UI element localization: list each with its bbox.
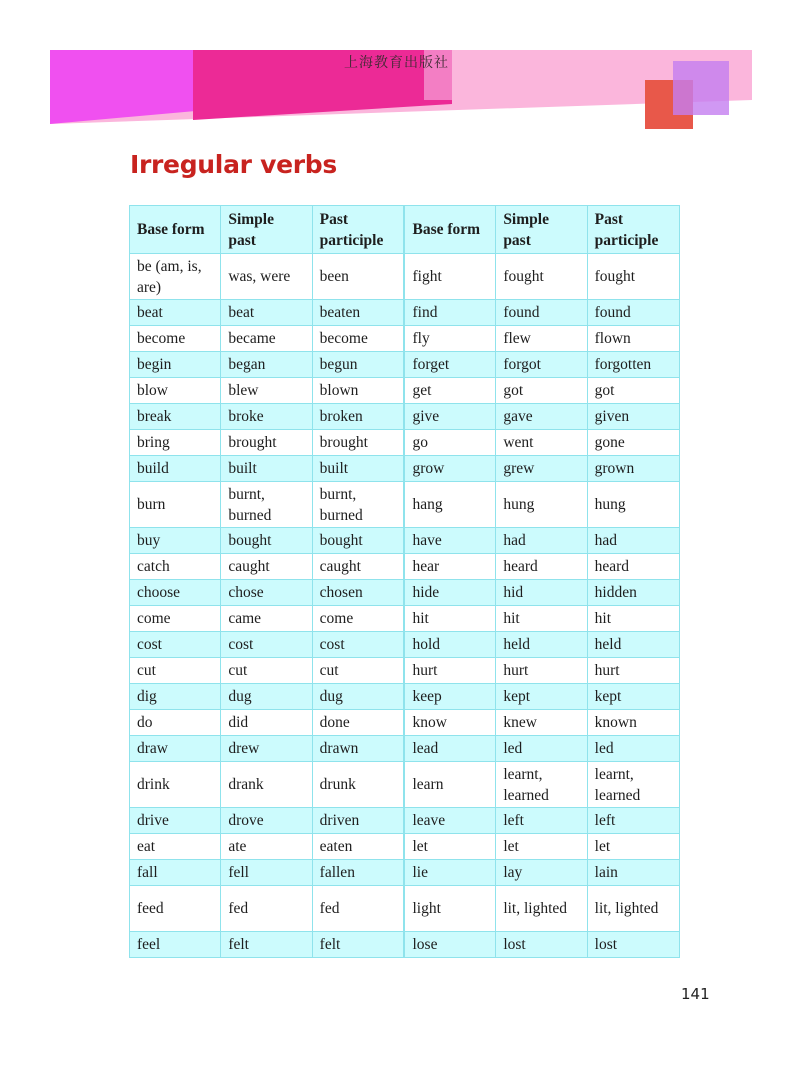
table-cell: led (496, 736, 587, 762)
table-cell: drew (221, 736, 312, 762)
table-cell: eat (130, 834, 221, 860)
table-cell: draw (130, 736, 221, 762)
table-cell: light (404, 886, 495, 932)
table-cell: beaten (312, 300, 404, 326)
table-cell: hidden (587, 580, 679, 606)
table-cell: known (587, 710, 679, 736)
table-cell: beat (130, 300, 221, 326)
publisher-name: 上海教育出版社 (344, 55, 449, 71)
table-cell: forgotten (587, 352, 679, 378)
table-cell: become (312, 326, 404, 352)
table-cell: drawn (312, 736, 404, 762)
table-cell: break (130, 404, 221, 430)
table-cell: blew (221, 378, 312, 404)
table-cell: choose (130, 580, 221, 606)
table-cell: fell (221, 860, 312, 886)
page-number: 141 (681, 985, 710, 1003)
table-cell: find (404, 300, 495, 326)
table-cell: became (221, 326, 312, 352)
table-cell: grow (404, 456, 495, 482)
table-row (130, 808, 680, 834)
table-cell: kept (587, 684, 679, 710)
table-cell: fight (404, 254, 495, 300)
table-row (130, 482, 680, 528)
table-cell: do (130, 710, 221, 736)
table-cell: burn (130, 482, 221, 528)
table-cell: burnt, burned (312, 482, 404, 528)
table-row (130, 554, 680, 580)
table-row (130, 300, 680, 326)
table-row (130, 326, 680, 352)
table-row (130, 684, 680, 710)
table-cell: got (587, 378, 679, 404)
table-cell: drive (130, 808, 221, 834)
banner-graphic (0, 0, 800, 150)
table-cell: left (496, 808, 587, 834)
table-cell: dug (221, 684, 312, 710)
table-cell: let (496, 834, 587, 860)
table-cell: come (312, 606, 404, 632)
table-cell: built (221, 456, 312, 482)
table-cell: gone (587, 430, 679, 456)
table-cell: come (130, 606, 221, 632)
table-cell: kept (496, 684, 587, 710)
table-cell: let (404, 834, 495, 860)
table-cell: dig (130, 684, 221, 710)
table-cell: build (130, 456, 221, 482)
table-cell: drove (221, 808, 312, 834)
table-cell: buy (130, 528, 221, 554)
table-cell: go (404, 430, 495, 456)
table-cell: knew (496, 710, 587, 736)
table-cell: give (404, 404, 495, 430)
table-cell: feel (130, 932, 221, 958)
table-cell: lead (404, 736, 495, 762)
table-cell: hit (404, 606, 495, 632)
table-cell: burnt, burned (221, 482, 312, 528)
table-cell: get (404, 378, 495, 404)
table-cell: chosen (312, 580, 404, 606)
column-header: Past participle (312, 206, 404, 254)
table-cell: had (587, 528, 679, 554)
table-cell: cut (130, 658, 221, 684)
table-cell: beat (221, 300, 312, 326)
table-cell: brought (312, 430, 404, 456)
table-cell: gave (496, 404, 587, 430)
table-cell: learn (404, 762, 495, 808)
table-row (130, 762, 680, 808)
table-cell: heard (496, 554, 587, 580)
table-cell: hit (496, 606, 587, 632)
table-cell: drank (221, 762, 312, 808)
table-cell: felt (312, 932, 404, 958)
table-cell: keep (404, 684, 495, 710)
table-row (130, 456, 680, 482)
table-cell: cut (221, 658, 312, 684)
table-cell: built (312, 456, 404, 482)
table-cell: cut (312, 658, 404, 684)
table-cell: know (404, 710, 495, 736)
table-cell: hurt (496, 658, 587, 684)
table-cell: fought (587, 254, 679, 300)
column-header: Base form (130, 206, 221, 254)
table-row (130, 736, 680, 762)
table-header-row (130, 206, 680, 254)
table-row (130, 352, 680, 378)
table-cell: dug (312, 684, 404, 710)
table-cell: let (587, 834, 679, 860)
table-cell: was, were (221, 254, 312, 300)
table-cell: held (587, 632, 679, 658)
table-row (130, 580, 680, 606)
table-cell: heard (587, 554, 679, 580)
table-cell: lit, lighted (496, 886, 587, 932)
table-cell: blown (312, 378, 404, 404)
table-cell: hung (587, 482, 679, 528)
column-header: Simple past (496, 206, 587, 254)
table-cell: caught (221, 554, 312, 580)
table-cell: blow (130, 378, 221, 404)
table-cell: hurt (587, 658, 679, 684)
table-cell: held (496, 632, 587, 658)
table-cell: brought (221, 430, 312, 456)
table-cell: led (587, 736, 679, 762)
table-cell: bring (130, 430, 221, 456)
table-cell: fly (404, 326, 495, 352)
table-cell: found (496, 300, 587, 326)
table-cell: fallen (312, 860, 404, 886)
table-row (130, 254, 680, 300)
table-row (130, 886, 680, 932)
column-header: Base form (404, 206, 495, 254)
table-cell: lain (587, 860, 679, 886)
table-row (130, 710, 680, 736)
table-cell: flew (496, 326, 587, 352)
table-cell: bought (312, 528, 404, 554)
table-cell: bought (221, 528, 312, 554)
table-cell: did (221, 710, 312, 736)
table-cell: lost (587, 932, 679, 958)
table-cell: grew (496, 456, 587, 482)
table-cell: hide (404, 580, 495, 606)
table-cell: went (496, 430, 587, 456)
table-cell: hear (404, 554, 495, 580)
table-row (130, 860, 680, 886)
header-banner (0, 0, 800, 150)
table-cell: had (496, 528, 587, 554)
table-cell: lost (496, 932, 587, 958)
table-cell: broke (221, 404, 312, 430)
column-header: Simple past (221, 206, 312, 254)
table-row (130, 378, 680, 404)
table-row (130, 632, 680, 658)
table-cell: lose (404, 932, 495, 958)
table-cell: feed (130, 886, 221, 932)
table-cell: cost (312, 632, 404, 658)
table-cell: driven (312, 808, 404, 834)
table-cell: done (312, 710, 404, 736)
table-cell: got (496, 378, 587, 404)
table-cell: begin (130, 352, 221, 378)
table-cell: lie (404, 860, 495, 886)
table-cell: found (587, 300, 679, 326)
table-cell: lay (496, 860, 587, 886)
table-cell: caught (312, 554, 404, 580)
table-cell: hurt (404, 658, 495, 684)
table-cell: fed (312, 886, 404, 932)
table-row (130, 932, 680, 958)
table-cell: forgot (496, 352, 587, 378)
table-cell: forget (404, 352, 495, 378)
table-cell: drunk (312, 762, 404, 808)
page-title: Irregular verbs (130, 150, 337, 179)
table-row (130, 658, 680, 684)
table-cell: eaten (312, 834, 404, 860)
table-cell: hang (404, 482, 495, 528)
table-cell: been (312, 254, 404, 300)
table-cell: be (am, is, are) (130, 254, 221, 300)
table-cell: chose (221, 580, 312, 606)
table-cell: hit (587, 606, 679, 632)
table-row (130, 430, 680, 456)
table-cell: hung (496, 482, 587, 528)
table-cell: learnt, learned (496, 762, 587, 808)
table-cell: hold (404, 632, 495, 658)
column-header: Past participle (587, 206, 679, 254)
table-cell: felt (221, 932, 312, 958)
table-cell: grown (587, 456, 679, 482)
table-cell: given (587, 404, 679, 430)
table-cell: fought (496, 254, 587, 300)
table-cell: catch (130, 554, 221, 580)
table-cell: leave (404, 808, 495, 834)
table-cell: left (587, 808, 679, 834)
table-cell: lit, lighted (587, 886, 679, 932)
table-cell: learnt, learned (587, 762, 679, 808)
table-cell: begun (312, 352, 404, 378)
table-cell: drink (130, 762, 221, 808)
table-row (130, 834, 680, 860)
table-cell: ate (221, 834, 312, 860)
table-cell: flown (587, 326, 679, 352)
table-cell: fall (130, 860, 221, 886)
table-cell: began (221, 352, 312, 378)
table-row (130, 528, 680, 554)
table-cell: cost (130, 632, 221, 658)
table-cell: cost (221, 632, 312, 658)
table-row (130, 404, 680, 430)
table-cell: become (130, 326, 221, 352)
table-row (130, 606, 680, 632)
table-cell: hid (496, 580, 587, 606)
table-cell: have (404, 528, 495, 554)
irregular-verbs-table (129, 205, 680, 958)
table-cell: fed (221, 886, 312, 932)
table-cell: came (221, 606, 312, 632)
table-cell: broken (312, 404, 404, 430)
